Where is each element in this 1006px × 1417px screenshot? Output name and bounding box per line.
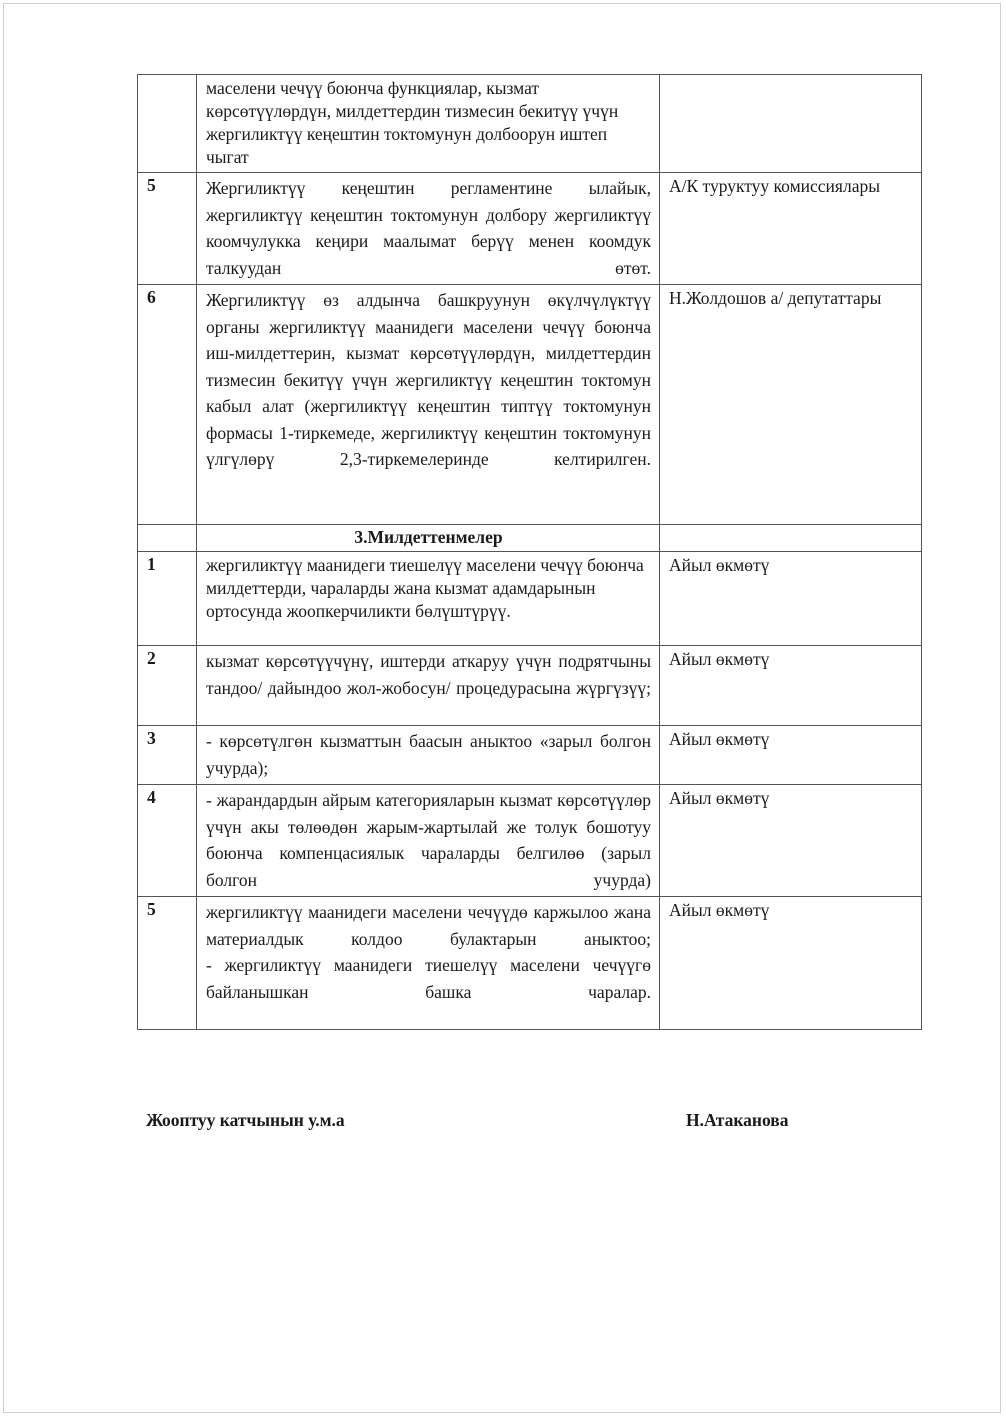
row-number: 3: [138, 726, 197, 785]
row-number: 5: [138, 897, 197, 1030]
description-paragraph: жергиликтүү маанидеги тиешелүү маселени чечүү боюнча милдеттерди, чараларды жана кызмат адамдарынын ортосунда жоопкерчиликти бөлүштүрүү.: [206, 555, 644, 621]
description-paragraph: - жергиликтүү маанидеги тиешелүү маселени чечүүгө байланышкан башка чаралар.: [206, 955, 651, 1002]
section-responsible-cell: [660, 525, 922, 552]
row-description: [197, 75, 660, 173]
section-number-cell: [138, 525, 197, 552]
row-number: 1: [138, 552, 197, 646]
row-description: [197, 285, 660, 525]
description-paragraph: Жергиликтүү кеңештин регламентине ылайык, жергиликтүү кеңештин токтомунун долбору жергиликтүү коомчулукка кеңири маалымат берүү менен коомдук талкуудан өтөт.: [206, 178, 651, 278]
signature-name: Н.Атаканова: [686, 1110, 789, 1130]
row-responsible: [660, 75, 922, 173]
plan-table-body: [138, 75, 922, 1030]
table-row: [138, 75, 922, 173]
table-row: [138, 726, 922, 785]
row-description: [197, 646, 660, 726]
table-row: [138, 646, 922, 726]
row-number: 2: [138, 646, 197, 726]
description-paragraph: жергиликтүү маанидеги маселени чечүүдө каржылоо жана материалдык колдоо булактарын аныктоо;: [206, 902, 651, 949]
row-responsible: Айыл өкмөтү: [660, 646, 922, 726]
row-responsible: Н.Жолдошов а/ депутаттары: [660, 285, 922, 525]
row-description: [197, 897, 660, 1030]
row-description: [197, 726, 660, 785]
table-row: [138, 785, 922, 897]
section-title: 3.Милдеттенмелер: [197, 525, 660, 552]
row-number: [138, 75, 197, 173]
row-description: [197, 785, 660, 897]
table-row: [138, 173, 922, 285]
signature-title: Жооптуу катчынын у.м.а: [146, 1110, 345, 1130]
row-number: 5: [138, 173, 197, 285]
description-paragraph: кызмат көрсөтүүчүнү, иштерди аткаруу үчүн подрятчыны тандоо/ дайындоо жол-жобосун/ процедурасына жүргүзүү;: [206, 651, 651, 698]
description-paragraph: маселени чечүү боюнча функциялар, кызмат көрсөтүүлөрдүн, милдеттердин тизмесин бекитүү үчүн жергиликтүү кеңештин токтомунун долбоорун иштеп чыгат: [206, 78, 619, 167]
row-description: [197, 552, 660, 646]
plan-table: [137, 74, 922, 1030]
table-row: [138, 897, 922, 1030]
table-row: [138, 552, 922, 646]
row-description: [197, 173, 660, 285]
description-paragraph: Жергиликтүү өз алдынча башкруунун өкүлчүлүктүү органы жергиликтүү маанидеги маселени чечүү боюнча иш-милдеттерин, кызмат көрсөтүүлөрдүн, милдеттердин тизмесин бекитүү үчүн жергиликтүү кеңештин токтомун кабыл алат (жергиликтүү кеңештин типтүү токтомунун формасы 1-тиркемеде, жергиликтүү кеңештин токтомунун үлгүлөрү 2,3-тиркемелеринде келтирилген.: [206, 290, 651, 469]
row-number: 6: [138, 285, 197, 525]
row-responsible: Айыл өкмөтү: [660, 785, 922, 897]
row-responsible: Айыл өкмөтү: [660, 726, 922, 785]
table-row: [138, 285, 922, 525]
row-responsible: Айыл өкмөтү: [660, 897, 922, 1030]
description-paragraph: - жарандардын айрым категорияларын кызмат көрсөтүүлөр үчүн акы төлөөдөн жарым-жартылай же толук бошотуу боюнча компенцасиялык чараларды белгилөө (зарыл болгон учурда): [206, 790, 651, 890]
description-paragraph: - көрсөтүлгөн кызматтын баасын аныктоо «зарыл болгон учурда);: [206, 731, 651, 778]
row-responsible: А/К туруктуу комиссиялары: [660, 173, 922, 285]
section-row: [138, 525, 922, 552]
row-number: 4: [138, 785, 197, 897]
row-responsible: Айыл өкмөтү: [660, 552, 922, 646]
